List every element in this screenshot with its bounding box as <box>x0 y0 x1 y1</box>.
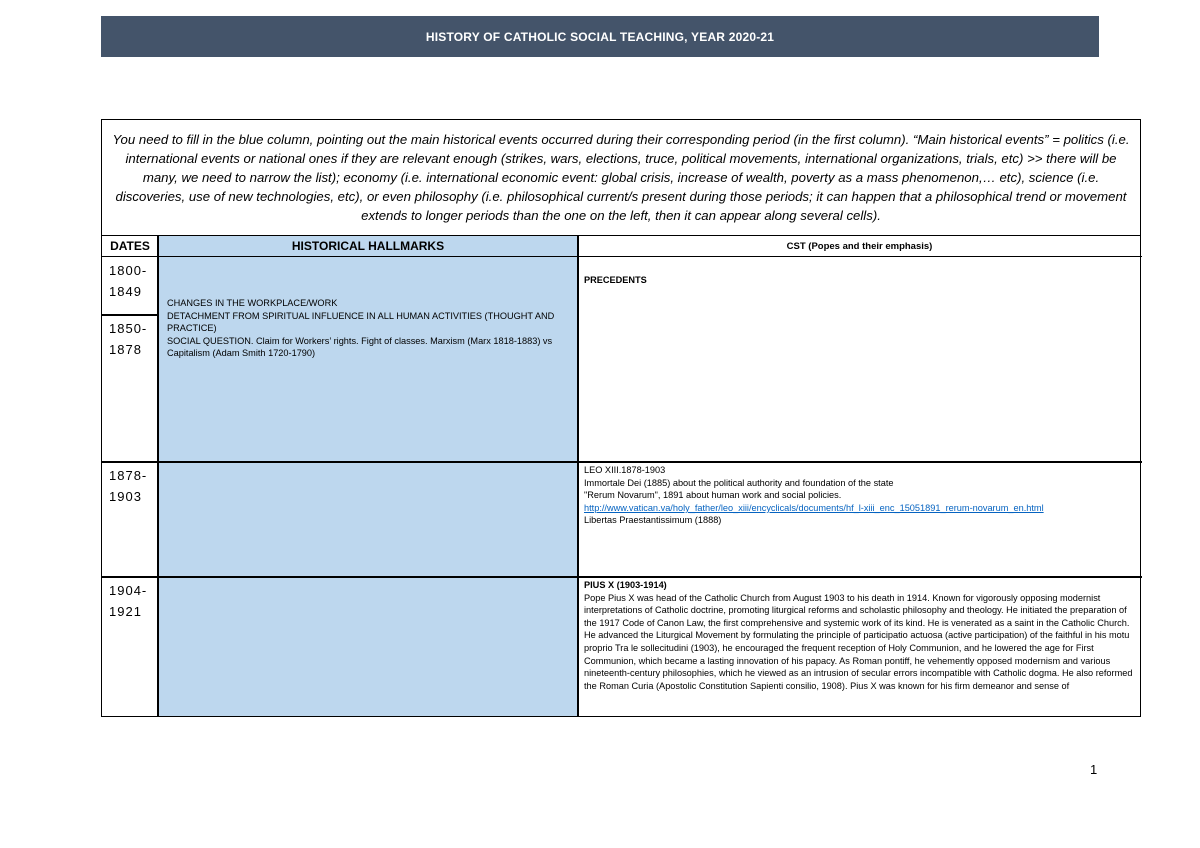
instructions-box <box>101 119 1141 236</box>
header-hallmarks: HISTORICAL HALLMARKS <box>159 236 577 256</box>
instructions-text: You need to fill in the blue column, pointing out the main historical events occurred during their corresponding period (in the first column). “Main historical events” = politics (i.e. international events or national ones if they are relevant enough (strikes, wars, elections, truce, political movements, international organizations, trials, etc) >> there will be many, we need to narrow the list); economy (i.e. international economic event: global crisis, increase of wealth, poverty as a mass phenomenon,… etc), science (i.e. discoveries, use of new technologies, etc), or even philosophy (i.e. philosophical current/s present during those periods; it can happen that a philosophical trend or movement extends to longer periods than the one on the left, then it can appear along several cells). <box>112 132 1130 223</box>
date-cell-1850: 1850- 1878 <box>109 321 148 357</box>
cst-row1-text: PRECEDENTS <box>584 275 647 285</box>
cst-row3-text: PIUS X (1903-1914) Pope Pius X was head of the Catholic Church from August 1903 to his death in 1914. Known for vigorously opposing modernist interpretations of Catholic doctrine, promoting liturgical reforms and scholastic philosophy and theology. He initiated the preparation of the 1917 Code of Canon Law, the first comprehensive and systemic work of its kind. He is venerated as a saint in the Catholic Church. He advanced the Liturgical Movement by formulating the principle of participatio actuosa (active participation) of the faithful in his motu proprio Tra le sollecitudini (1903), he encouraged the frequent reception of Holy Communion, and he lowered the age for First Communion, which became a lasting innovation of his papacy. As Roman pontiff, he vehemently opposed modernism and various nineteenth-century philosophies, which he viewed as an intrusion of secular errors incompatible with Catholic dogma. He also reformed the Roman Curia (Apostolic Constitution Sapienti consilio, 1908). Pius X was known for his firm demeanor and sense of <box>584 580 1133 691</box>
header-dates: DATES <box>110 239 150 253</box>
hallmarks-cell-row2[interactable] <box>159 463 577 576</box>
header-cst: CST (Popes and their emphasis) <box>786 240 933 252</box>
hallmarks-cell-row3[interactable] <box>159 578 577 716</box>
document-title: HISTORY OF CATHOLIC SOCIAL TEACHING, YEAR 2020-21 <box>101 16 1099 57</box>
history-table <box>101 236 1141 717</box>
cst-row2-text: LEO XIII.1878-1903 Immortale Dei (1885) about the political authority and foundation of the state "Rerum Novarum", 1891 about human work and social policies. http://www.vatican.va/holy_father/leo_xiii/encyclicals/documents/hf_l-xiii_enc_15051891_rerum-novarum_en.html Libertas Praestantissimum (1888) <box>584 465 1044 526</box>
page-number: 1 <box>1090 762 1098 777</box>
date-cell-1800: 1800- 1849 <box>109 263 148 299</box>
date-cell-1904: 1904- 1921 <box>109 583 148 619</box>
rerum-novarum-link[interactable]: http://www.vatican.va/holy_father/leo_xiii/encyclicals/documents/hf_l-xiii_enc_15051891_rerum-novarum_en.html <box>584 502 1044 513</box>
date-cell-1878: 1878- 1903 <box>109 468 148 504</box>
hallmarks-row1-text: CHANGES IN THE WORKPLACE/WORK DETACHMENT FROM SPIRITUAL INFLUENCE IN ALL HUMAN ACTIVITIES (THOUGHT AND PRACTICE) SOCIAL QUESTION. Claim for Workers’ rights. Fight of classes. Marxism (Marx 1818-1883) vs Capitalism (Adam Smith 1720-1790) <box>167 298 555 359</box>
